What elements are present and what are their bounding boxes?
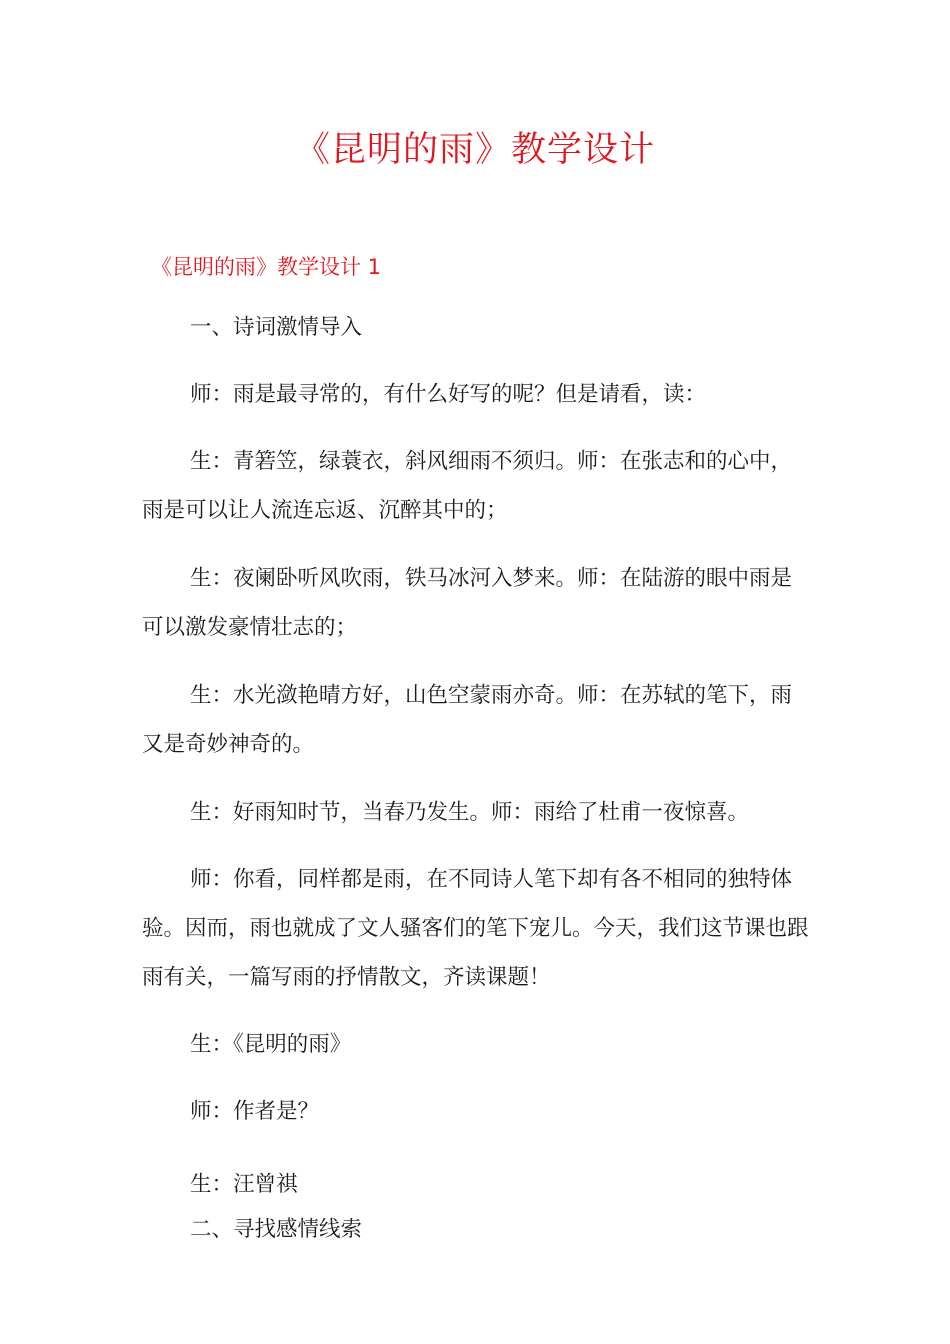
document-title: 《昆明的雨》教学设计 [294, 130, 655, 170]
section-heading: 《昆明的雨》教学设计 1 [151, 255, 382, 279]
paragraph: 生：夜阑卧听风吹雨，铁马冰河入梦来。师：在陆游的眼中雨是可以激发豪情壮志的； [142, 566, 793, 640]
paragraph: 生：青箬笠，绿蓑衣，斜风细雨不须归。师：在张志和的心中，雨是可以让人流连忘返、沉醉其中的； [142, 449, 793, 523]
paragraph: 生：《昆明的雨》 [190, 1032, 352, 1057]
paragraph: 师：作者是？ [190, 1099, 320, 1124]
paragraph: 师：雨是最寻常的，有什么好写的呢？但是请看，读： [190, 382, 707, 407]
paragraph: 生：好雨知时节，当春乃发生。师：雨给了杜甫一夜惊喜。 [190, 800, 750, 825]
paragraph: 生：汪曾祺 [190, 1172, 298, 1197]
paragraph: 生：水光潋艳晴方好，山色空蒙雨亦奇。师：在苏轼的笔下，雨又是奇妙神奇的。 [142, 683, 793, 757]
paragraph: 师：你看，同样都是雨，在不同诗人笔下却有各不相同的独特体验。因而，雨也就成了文人骚客们的笔下宠儿。今天，我们这节课也跟雨有关，一篇写雨的抒情散文，齐读课题！ [142, 867, 809, 990]
heading-intro: 一、诗词激情导入 [190, 315, 363, 340]
heading-section-two: 二、寻找感情线索 [190, 1217, 363, 1242]
